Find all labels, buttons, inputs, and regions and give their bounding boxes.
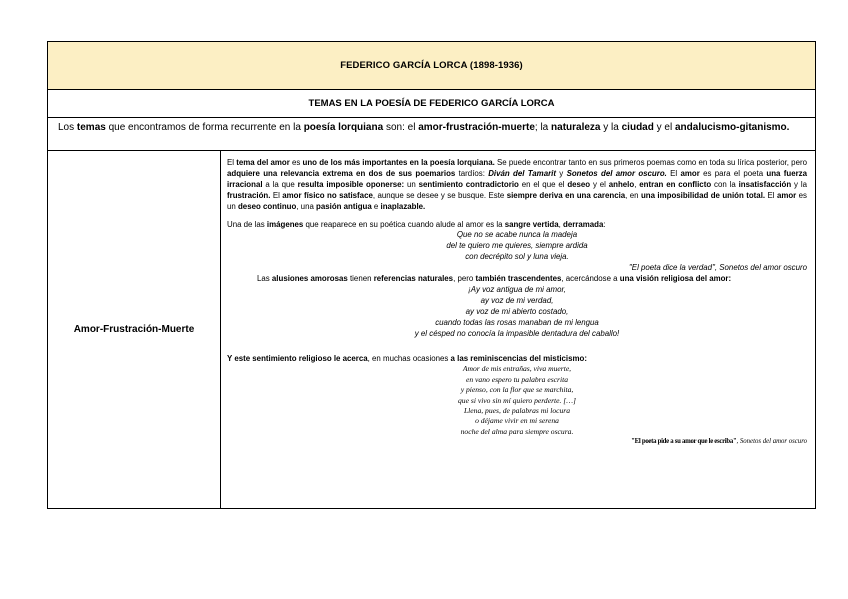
bold-text: una visión religiosa del amor: bbox=[619, 274, 732, 284]
bold-text: frustración. bbox=[227, 190, 271, 200]
text: es para el poeta bbox=[699, 168, 767, 178]
bold-text: imágenes bbox=[266, 219, 304, 229]
bold-text: siempre deriva en una carencia bbox=[506, 190, 626, 200]
bold-text: insatisfacción bbox=[738, 179, 792, 189]
text: e bbox=[371, 201, 381, 211]
bold-text: inaplazable. bbox=[380, 201, 426, 211]
intro-text: Los bbox=[58, 122, 77, 133]
poem-excerpt-2 bbox=[227, 285, 807, 340]
intro-bold: andalucismo-gitanismo. bbox=[674, 122, 790, 133]
bold-text: pasión antigua bbox=[316, 201, 372, 211]
intro-bold: poesía lorquiana bbox=[303, 122, 384, 133]
text: con la bbox=[711, 179, 739, 189]
paragraph-mysticism bbox=[227, 354, 807, 365]
bold-text: también trascendentes bbox=[475, 274, 562, 284]
text: , en bbox=[625, 190, 641, 200]
text: tienen bbox=[347, 274, 374, 284]
spacer bbox=[227, 340, 807, 354]
citation-work: , Sonetos del amor oscuro bbox=[714, 263, 807, 273]
bold-text: Y este sentimiento religioso le acerca bbox=[227, 353, 368, 363]
bold-text: referencias naturales bbox=[373, 274, 454, 284]
intro-text: ; la bbox=[534, 122, 552, 133]
intro-text: que encontramos de forma recurrente en la bbox=[105, 122, 304, 133]
text: , pero bbox=[453, 274, 476, 284]
bold-text: amor bbox=[776, 190, 797, 200]
citation-poem: "El poeta dice la verdad" bbox=[629, 263, 715, 273]
intro-bold: temas bbox=[76, 122, 106, 133]
bold-text: adquiere una relevancia extrema en dos de sus poemarios bbox=[227, 168, 456, 178]
poem-line: y el césped no conocía la impasible dentadura del caballo! bbox=[414, 328, 620, 338]
intro-text: y la bbox=[600, 122, 622, 133]
poem-line: Amor de mis entrañas, viva muerte, bbox=[462, 364, 572, 374]
poem-line: Que no se acabe nunca la madeja bbox=[456, 230, 578, 240]
text: , en muchas ocasiones bbox=[367, 353, 451, 363]
text: El bbox=[227, 158, 237, 167]
text: y bbox=[555, 168, 567, 178]
text: , bbox=[634, 179, 640, 189]
text: : bbox=[603, 219, 606, 229]
text: y la bbox=[791, 179, 807, 189]
intro-bold: amor-frustración-muerte bbox=[418, 122, 535, 133]
theme-label-cell bbox=[48, 151, 221, 508]
bold-text: amor físico no satisface bbox=[282, 190, 373, 200]
citation-poem: "El poeta pide a su amor que le escriba" bbox=[631, 438, 737, 446]
citation-work: , Sonetos del amor oscuro bbox=[736, 438, 807, 446]
poem-line: ay voz de mi abierto costado, bbox=[465, 306, 569, 316]
poem-line: ay voz de mi verdad, bbox=[480, 295, 554, 305]
poem-line: y pienso, con la flor que se marchita, bbox=[460, 385, 574, 395]
theme-row bbox=[48, 151, 815, 508]
bold-text: deseo continuo bbox=[237, 201, 297, 211]
bold-text: entran en conflicto bbox=[639, 179, 712, 189]
intro-text: y el bbox=[653, 122, 675, 133]
paragraph-allusions bbox=[227, 274, 807, 285]
poem-citation-3 bbox=[227, 437, 807, 448]
text: El bbox=[270, 190, 283, 200]
document-table bbox=[47, 41, 816, 509]
poem-line: en vano espero tu palabra escrita bbox=[465, 374, 568, 384]
text: Las bbox=[257, 274, 272, 284]
poem-excerpt-1 bbox=[227, 230, 807, 263]
document-subtitle: TEMAS EN LA POESÍA DE FEDERICO GARCÍA LORCA bbox=[308, 98, 555, 109]
bold-text: derramada bbox=[563, 219, 604, 229]
poem-line: cuando todas las rosas manaban de mi lengua bbox=[435, 317, 599, 327]
poem-excerpt-3 bbox=[227, 364, 807, 437]
bold-text: anhelo bbox=[608, 179, 635, 189]
text: a la que bbox=[262, 179, 298, 189]
text: , una bbox=[296, 201, 317, 211]
document-title: FEDERICO GARCÍA LORCA (1898-1936) bbox=[340, 60, 523, 71]
bold-text: sentimiento contradictorio bbox=[418, 179, 519, 189]
spacer bbox=[227, 213, 807, 220]
text: y el bbox=[590, 179, 609, 189]
bold-text: resulta imposible oponerse: bbox=[297, 179, 405, 189]
poem-line: o déjame vivir en mi serena bbox=[475, 416, 559, 426]
poem-line: del te quiero me quieres, siempre ardida bbox=[446, 241, 588, 251]
intro-bold: naturaleza bbox=[551, 122, 601, 133]
document-subtitle-row bbox=[48, 90, 815, 118]
bold-text: sangre vertida bbox=[504, 219, 559, 229]
text: Una de las bbox=[227, 219, 267, 229]
document-title-row bbox=[48, 42, 815, 90]
poem-line: noche del alma para siempre oscura. bbox=[460, 426, 574, 436]
poem-line: ¡Ay voz antigua de mi amor, bbox=[468, 284, 566, 294]
poem-citation-1 bbox=[227, 263, 807, 274]
intro-paragraph bbox=[48, 118, 815, 151]
bold-text: amor bbox=[680, 168, 700, 178]
bold-text: a las reminiscencias del misticismo: bbox=[450, 353, 587, 363]
bold-text: deseo bbox=[567, 179, 591, 189]
intro-text: son: el bbox=[383, 122, 419, 133]
paragraph-love-theme bbox=[227, 158, 807, 213]
bold-text: alusiones amorosas bbox=[271, 274, 348, 284]
poem-line: con decrépito sol y luna vieja. bbox=[465, 252, 569, 262]
bold-text: una fuerza irracional bbox=[227, 168, 807, 189]
work-title: Diván del Tamarit bbox=[488, 168, 556, 178]
bold-text: uno de los más importantes en la poesía lorquiana. bbox=[302, 158, 495, 167]
bold-text: tema del amor bbox=[236, 158, 290, 167]
text: un bbox=[404, 179, 419, 189]
text: es un bbox=[227, 190, 807, 211]
text: , bbox=[558, 219, 564, 229]
paragraph-blood-image bbox=[227, 220, 807, 231]
work-title: Sonetos del amor oscuro. bbox=[566, 168, 667, 178]
text: que reaparece en su poética cuando alude al amor es la bbox=[303, 219, 505, 229]
text: es bbox=[289, 158, 303, 167]
bold-text: una imposibilidad de unión total. bbox=[640, 190, 766, 200]
theme-content-cell bbox=[221, 151, 815, 508]
text: , acercándose a bbox=[561, 274, 620, 284]
text: tardíos: bbox=[455, 168, 489, 178]
intro-bold: ciudad bbox=[621, 122, 654, 133]
text: El bbox=[765, 190, 777, 200]
text: , aunque se desee y se busque. Este bbox=[372, 190, 507, 200]
text: El bbox=[666, 168, 681, 178]
text: Se puede encontrar tanto en sus primeros poemas como en toda su lírica posterior, pero bbox=[494, 158, 807, 167]
theme-label: Amor-Frustración-Muerte bbox=[73, 324, 195, 335]
poem-line: Llena, pues, de palabras mi locura bbox=[463, 406, 571, 416]
poem-line: que si vivo sin mí quiero perderte. […] bbox=[458, 395, 576, 405]
text: en el que el bbox=[518, 179, 568, 189]
